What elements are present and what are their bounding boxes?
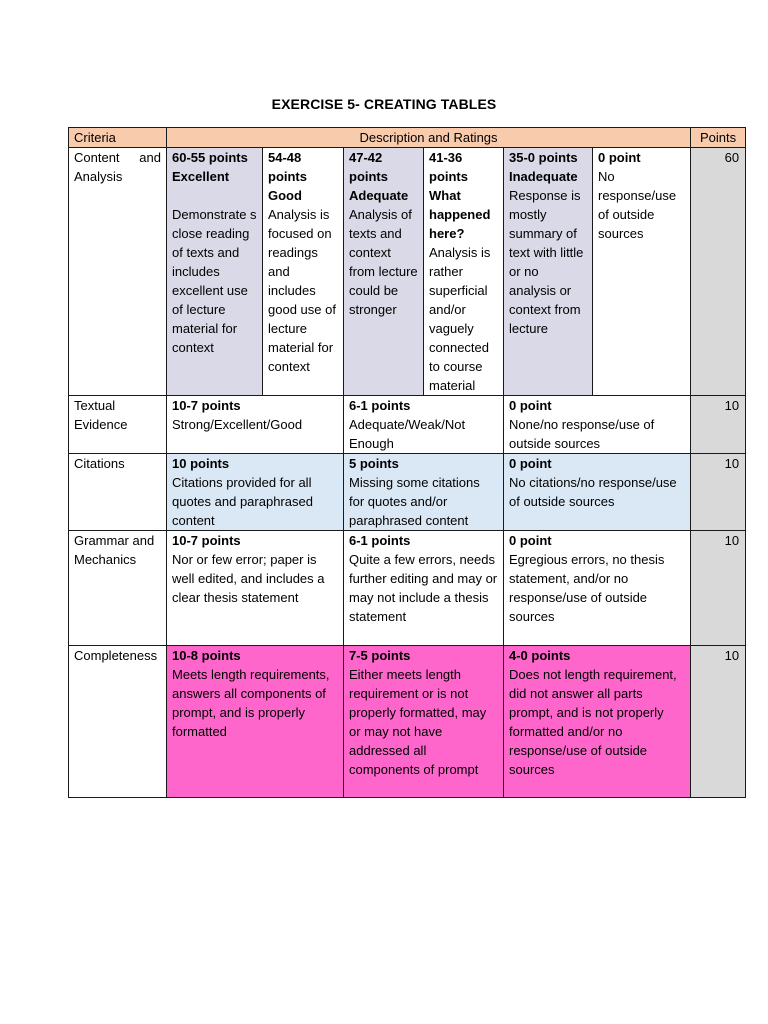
criteria-cell: Grammar and Mechanics bbox=[69, 531, 167, 646]
rating-heading: 6-1 points bbox=[349, 398, 411, 413]
rating-cell bbox=[504, 531, 691, 646]
rating-heading: 0 point bbox=[509, 398, 552, 413]
rating-description: Adequate/Weak/Not Enough bbox=[349, 417, 466, 451]
table-row-textual-evidence bbox=[69, 396, 746, 454]
rating-cell-excellent bbox=[167, 148, 263, 396]
table-row-grammar-mechanics bbox=[69, 531, 746, 646]
rating-description: Nor or few error; paper is well edited, and includes a clear thesis statement bbox=[172, 552, 325, 605]
points-header: Points bbox=[691, 128, 746, 148]
rating-description: Citations provided for all quotes and paraphrased content bbox=[172, 475, 313, 528]
rating-heading: 10-7 points bbox=[172, 533, 241, 548]
criteria-cell: Completeness bbox=[69, 646, 167, 798]
points-cell: 10 bbox=[691, 531, 746, 646]
rating-heading: 0 point bbox=[509, 533, 552, 548]
criteria-cell: Textual Evidence bbox=[69, 396, 167, 454]
rating-description: Missing some citations for quotes and/or paraphrased content bbox=[349, 475, 480, 528]
rating-cell bbox=[167, 531, 344, 646]
table-row-citations bbox=[69, 454, 746, 531]
rating-heading: 35-0 points Inadequate bbox=[509, 150, 578, 184]
table-row-completeness bbox=[69, 646, 746, 798]
rating-cell-zero bbox=[593, 148, 691, 396]
rating-description: No response/use of outside sources bbox=[598, 169, 677, 241]
rating-heading: 10-7 points bbox=[172, 398, 241, 413]
rating-description: Meets length requirements, answers all components of prompt, and is properly formatted bbox=[172, 667, 330, 739]
rating-description: Analysis is focused on readings and includes good use of lecture material for context bbox=[268, 207, 336, 374]
rating-heading: 0 point bbox=[509, 456, 552, 471]
rating-heading: 10-8 points bbox=[172, 648, 241, 663]
rating-description: Analysis of texts and context from lecture could be stronger bbox=[349, 207, 418, 317]
rating-cell bbox=[504, 454, 691, 531]
table-row-content-analysis bbox=[69, 148, 746, 396]
points-cell: 10 bbox=[691, 646, 746, 798]
rating-heading: 4-0 points bbox=[509, 648, 571, 663]
rating-heading: 6-1 points bbox=[349, 533, 411, 548]
description-header: Description and Ratings bbox=[167, 128, 691, 148]
rating-cell bbox=[167, 646, 344, 798]
points-cell: 10 bbox=[691, 454, 746, 531]
rating-heading: 54-48 points Good bbox=[268, 150, 307, 203]
rating-description: Demonstrate s close reading of texts and includes excellent use of lecture material for context bbox=[172, 207, 257, 355]
rating-heading: 47-42 points Adequate bbox=[349, 150, 409, 203]
rating-description: No citations/no response/use of outside sources bbox=[509, 475, 677, 509]
rating-cell bbox=[504, 396, 691, 454]
rating-cell-what-happened bbox=[424, 148, 504, 396]
points-cell: 60 bbox=[691, 148, 746, 396]
rating-cell-inadequate bbox=[504, 148, 593, 396]
criteria-cell: Citations bbox=[69, 454, 167, 531]
rating-description: Analysis is rather superficial and/or vaguely connected to course material bbox=[429, 245, 491, 393]
rating-heading: 5 points bbox=[349, 456, 399, 471]
rating-description: Does not length requirement, did not answer all parts prompt, and is not properly formatted and/or no response/use of outside sources bbox=[509, 667, 677, 777]
criteria-header: Criteria bbox=[69, 128, 167, 148]
rating-description: Egregious errors, no thesis statement, and/or no response/use of outside sources bbox=[509, 552, 665, 624]
criteria-cell: Content and Analysis bbox=[69, 148, 167, 396]
rating-description: Strong/Excellent/Good bbox=[172, 417, 303, 432]
header-row bbox=[69, 128, 746, 148]
rating-heading: 41-36 points What happened here? bbox=[429, 150, 491, 241]
rating-heading: 0 point bbox=[598, 150, 641, 165]
rating-description: None/no response/use of outside sources bbox=[509, 417, 655, 451]
rubric-table bbox=[68, 127, 746, 798]
rating-cell bbox=[344, 531, 504, 646]
points-cell: 10 bbox=[691, 396, 746, 454]
rating-heading: 7-5 points bbox=[349, 648, 411, 663]
rating-description: Response is mostly summary of text with little or no analysis or context from lecture bbox=[509, 188, 584, 336]
rating-description: Either meets length requirement or is not properly formatted, may or may not have addressed all components of prompt bbox=[349, 667, 487, 777]
rating-cell bbox=[344, 454, 504, 531]
rating-cell bbox=[344, 396, 504, 454]
rating-cell bbox=[167, 454, 344, 531]
rating-cell-good bbox=[263, 148, 344, 396]
rating-cell bbox=[504, 646, 691, 798]
page-title: EXERCISE 5- CREATING TABLES bbox=[271, 96, 497, 112]
rating-cell bbox=[167, 396, 344, 454]
rating-heading: 60-55 points Excellent bbox=[172, 150, 248, 184]
rating-description: Quite a few errors, needs further editing and may or may not include a thesis statement bbox=[349, 552, 498, 624]
rating-cell-adequate bbox=[344, 148, 424, 396]
rating-heading: 10 points bbox=[172, 456, 230, 471]
rating-cell bbox=[344, 646, 504, 798]
